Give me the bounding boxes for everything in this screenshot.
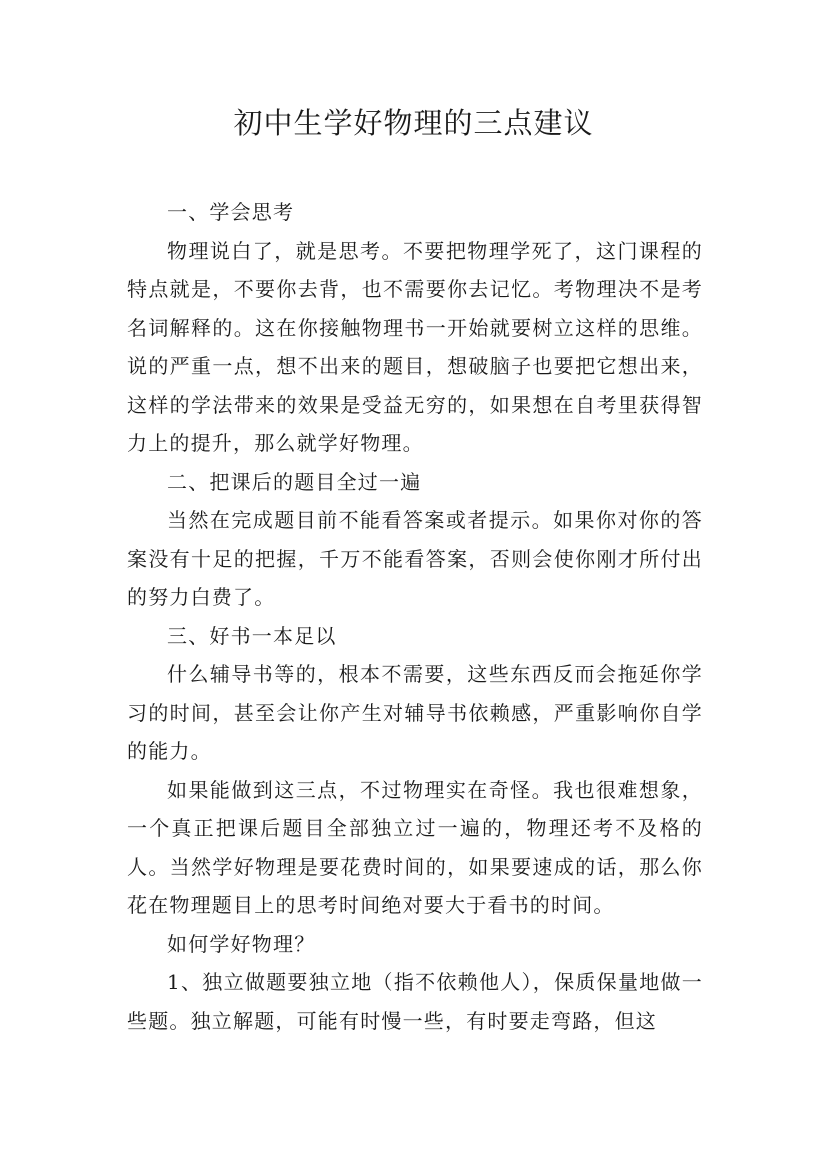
paragraph-think: 物理说白了，就是思考。不要把物理学死了，这门课程的特点就是，不要你去背，也不需要你去记忆。考物理决不是考名词解释的。这在你接触物理书一开始就要树立这样的思维。说的严重一点，想不出来的题目，想破脑子也要把它想出来，这样的学法带来的效果是受益无穷的，如果想在自考里获得智力上的提升，那么就学好物理。 xyxy=(127,238,703,455)
section-heading-think: 一、学会思考 xyxy=(167,200,295,224)
document-body xyxy=(127,193,703,1040)
section-heading-exercises: 二、把课后的题目全过一遍 xyxy=(167,469,422,494)
paragraph-conclusion: 如果能做到这三点，不过物理实在奇怪。我也很难想象，一个真正把课后题目全部独立过一遍的，物理还考不及格的人。当然学好物理是要花费时间的，如果要速成的话，那么你花在物理题目上的思考时间绝对要大于看书的时间。 xyxy=(127,777,703,917)
paragraph-exercises: 当然在完成题目前不能看答案或者提示。如果你对你的答案没有十足的把握，千万不能看答案，否则会使你刚才所付出的努力白费了。 xyxy=(127,508,703,609)
paragraph-independent: 1、独立做题要独立地（指不依赖他人），保质保量地做一些题。独立解题，可能有时慢一些，有时要走弯路，但这 xyxy=(127,970,703,1033)
section-heading-book: 三、好书一本足以 xyxy=(167,623,337,648)
paragraph-book: 什么辅导书等的，根本不需要，这些东西反而会拖延你学习的时间，甚至会让你产生对辅导书依赖感，严重影响你自学的能力。 xyxy=(127,662,703,763)
section-heading-how: 如何学好物理？ xyxy=(167,931,316,956)
document-title: 初中生学好物理的三点建议 xyxy=(233,106,594,140)
